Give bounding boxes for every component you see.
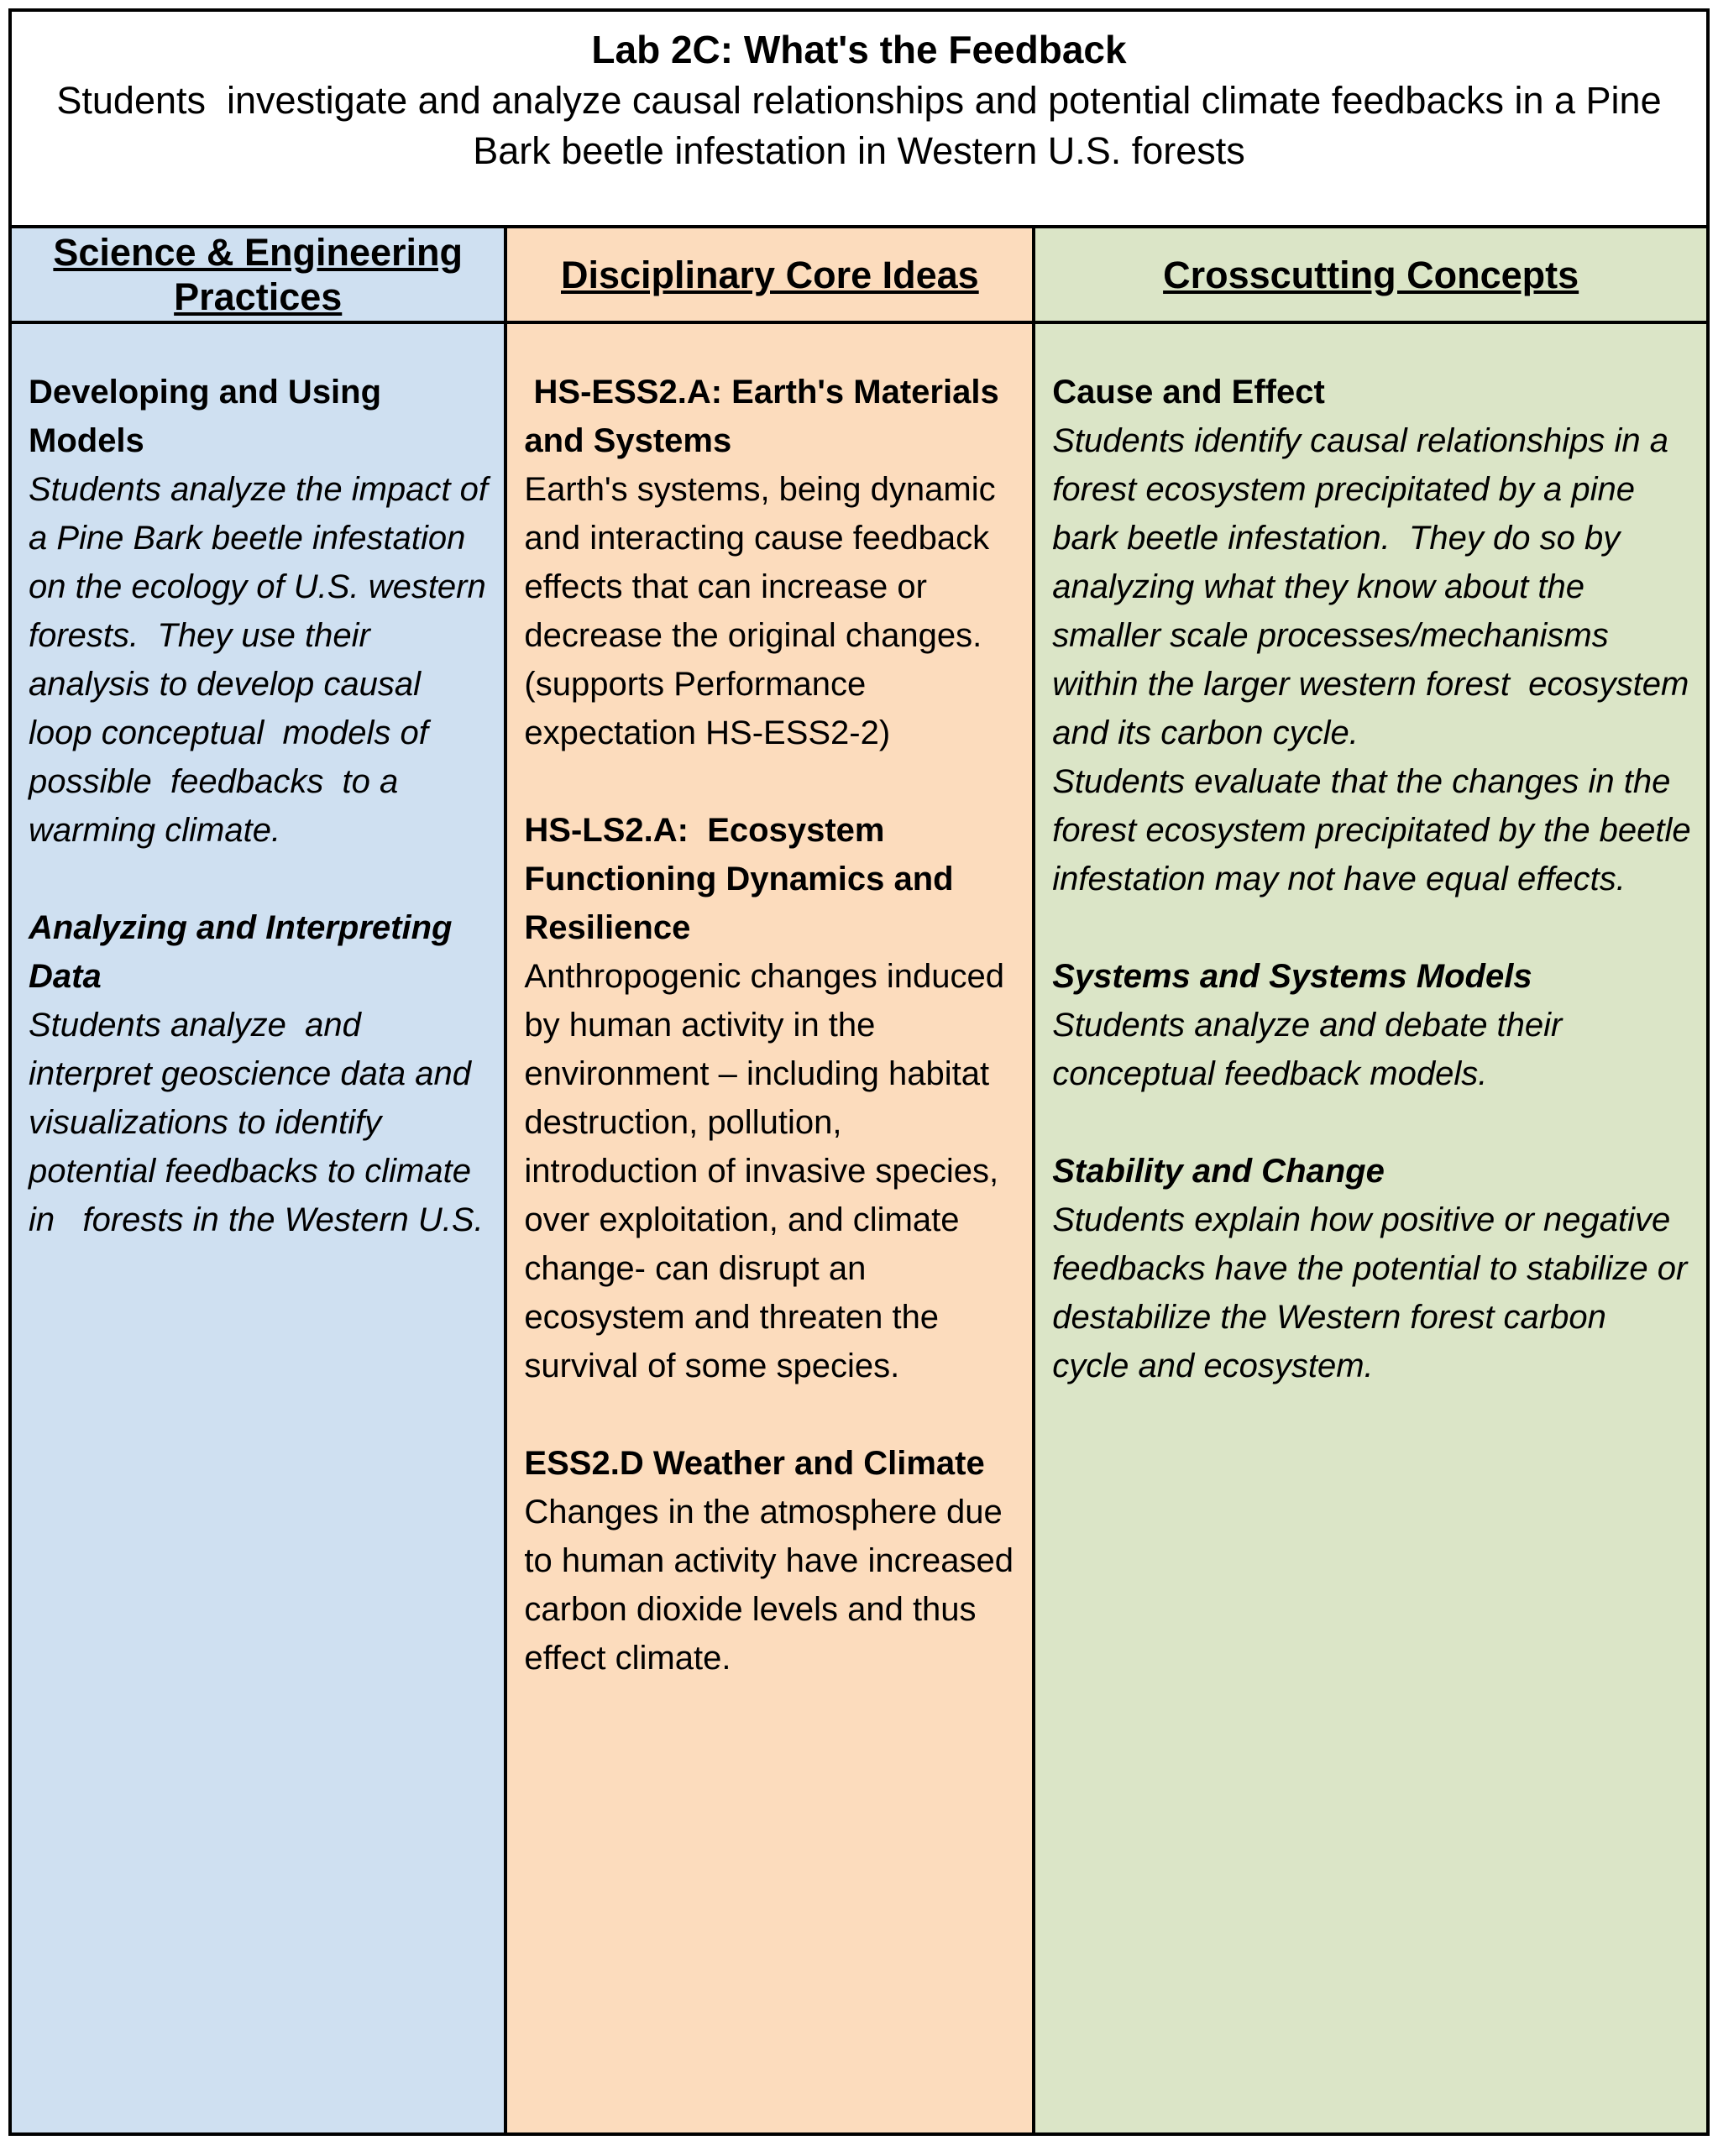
lab-title: Lab 2C: What's the Feedback xyxy=(591,28,1127,71)
section-heading: ESS2.D Weather and Climate xyxy=(524,1445,985,1482)
section-heading: Stability and Change xyxy=(1052,1153,1385,1190)
section-paragraph: Students analyze and interpret geoscience data and visualizations to identify potential feedbacks to climate in forests in the Western U.S. xyxy=(29,1007,484,1238)
section-paragraph: Students evaluate that the changes in the forest ecosystem precipitated by the beetle infestation may not have equal effects. xyxy=(1052,763,1700,897)
section-heading: HS-LS2.A: Ecosystem Functioning Dynamics and Resilience xyxy=(524,812,963,946)
title-row xyxy=(10,10,1708,227)
column-header-dci-label: Disciplinary Core Ideas xyxy=(560,253,979,296)
section-paragraph: Students explain how positive or negative feedbacks have the potential to stabilize or destabilize the Western forest carbon cycle and ecosystem. xyxy=(1052,1201,1697,1384)
section-paragraph: Students analyze the impact of a Pine Bark beetle infestation on the ecology of U.S. western forests. They use their analysis to develop causal loop conceptual models of possible feedbacks to a warming climate. xyxy=(29,471,498,849)
column-header-practices xyxy=(10,227,505,322)
ccc-section-cause-effect xyxy=(1052,368,1700,903)
dci-section-hs-ess2a xyxy=(524,368,1017,757)
section-heading: Developing and Using Models xyxy=(29,374,391,459)
column-header-ccc-label: Crosscutting Concepts xyxy=(1163,253,1579,296)
column-header-dci xyxy=(505,227,1034,322)
section-paragraph: Students analyze and debate their conceptual feedback models. xyxy=(1052,1007,1572,1092)
practices-cell xyxy=(10,322,505,2134)
column-header-row xyxy=(10,227,1708,322)
content-row xyxy=(10,322,1708,2134)
section-paragraph: Students identify causal relationships in a forest ecosystem precipitated by a pine bark beetle infestation. They do so by analyzing what they know about the smaller scale processes/mechanisms within the larger western forest ecosystem and its carbon cycle. xyxy=(1052,422,1699,751)
dci-section-ess2d xyxy=(524,1439,1024,1682)
ngss-standards-table xyxy=(8,8,1710,2136)
dci-cell xyxy=(505,322,1034,2134)
section-paragraph: Changes in the atmosphere due to human activity have increased carbon dioxide levels and thus effect climate. xyxy=(524,1494,1024,1677)
practices-section-analyzing-data xyxy=(29,903,489,1244)
practices-section-developing-models xyxy=(29,368,498,855)
section-heading: Analyzing and Interpreting Data xyxy=(29,909,462,995)
ccc-cell xyxy=(1034,322,1708,2134)
lab-subtitle: Students investigate and analyze causal relationships and potential climate feedbacks in a Pine Bark beetle infestation in Western U.S. forests xyxy=(56,79,1673,172)
ccc-section-stability-change xyxy=(1052,1147,1697,1390)
section-paragraph: Anthropogenic changes induced by human activity in the environment – including habitat destruction, pollution, introduction of invasive species, over exploitation, and climate change- can disrupt an ecosystem and threaten the survival of some species. xyxy=(524,958,1014,1384)
section-heading: Cause and Effect xyxy=(1052,374,1325,411)
title-cell xyxy=(10,10,1708,227)
section-heading: Systems and Systems Models xyxy=(1052,958,1532,995)
section-paragraph: Earth's systems, being dynamic and interacting cause feedback effects that can increase or decrease the original changes. (supports Performance expectation HS-ESS2-2) xyxy=(524,471,1005,751)
ccc-section-systems-models xyxy=(1052,952,1691,1098)
section-heading: HS-ESS2.A: Earth's Materials and Systems xyxy=(524,374,1008,459)
dci-section-hs-ls2a xyxy=(524,806,1017,1390)
column-header-ccc xyxy=(1034,227,1708,322)
column-header-practices-label: Science & Engineering Practices xyxy=(53,231,464,318)
